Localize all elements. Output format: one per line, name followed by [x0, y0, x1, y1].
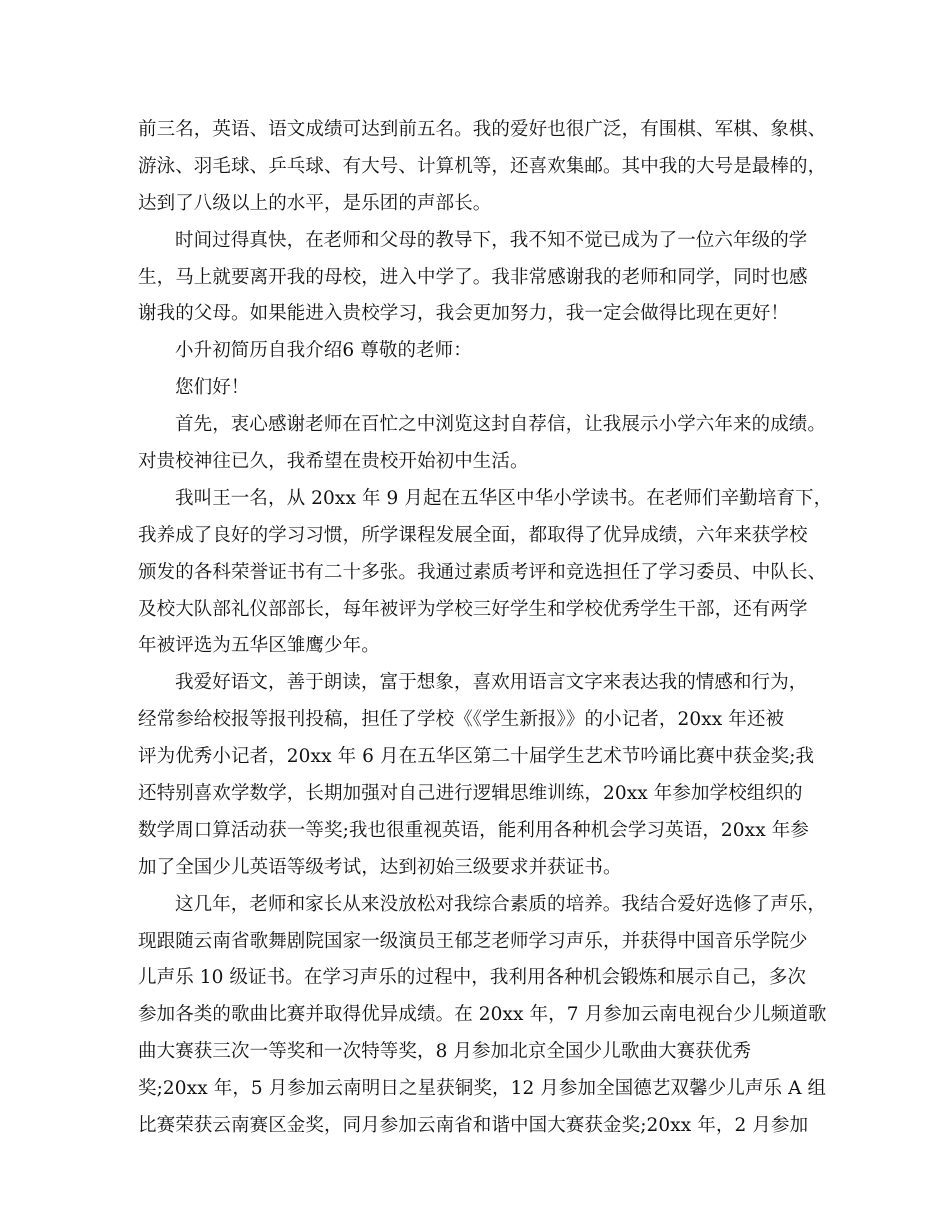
- text-line: 对贵校神往已久，我希望在贵校开始初中生活。: [138, 451, 529, 473]
- text-line: 前三名，英语、语文成绩可达到前五名。我的爱好也很广泛，有围棋、军棋、象棋、: [138, 119, 827, 140]
- text-line: 达到了八级以上的水平，是乐团的声部长。: [138, 192, 492, 214]
- text-line: 经常参给校报等报刊投稿，担任了学校《《学生新报》》的小记者，20xx 年还被: [138, 709, 785, 731]
- document-page: [138, 112, 833, 1145]
- text-line: 还特别喜欢学数学，长期加强对自己进行逻辑思维训练，20xx 年参加学校组织的: [138, 783, 803, 805]
- text-line: 这几年，老师和家长从来没放松对我综合素质的培养。我结合爱好选修了声乐，: [175, 893, 827, 915]
- text-line: 谢我的父母。如果能进入贵校学习，我会更加努力，我一定会做得比现在更好！: [138, 303, 790, 325]
- text-line: 我养成了良好的学习习惯，所学课程发展全面，都取得了优异成绩，六年来获学校: [138, 524, 808, 546]
- text-line: 现跟随云南省歌舞剧院国家一级演员王郁芝老师学习声乐，并获得中国音乐学院少: [138, 930, 808, 952]
- text-line: 儿声乐 10 级证书。在学习声乐的过程中，我利用各种机会锻炼和展示自己，多次: [138, 967, 807, 989]
- text-line: 加了全国少儿英语等级考试，达到初始三级要求并获证书。: [138, 856, 622, 878]
- text-line: 曲大赛获三次一等奖和一次特等奖，8 月参加北京全国少儿歌曲大赛获优秀: [138, 1041, 752, 1063]
- text-line: 年被评选为五华区雏鹰少年。: [138, 635, 380, 657]
- text-line: 游泳、羽毛球、乒乓球、有大号、计算机等，还喜欢集邮。其中我的大号是最棒的，: [138, 155, 827, 177]
- text-line: 生，马上就要离开我的母校，进入中学了。我非常感谢我的老师和同学，同时也感: [138, 266, 808, 288]
- text-line: 颁发的各科荣誉证书有二十多张。我通过素质考评和竞选担任了学习委员、中队长、: [138, 561, 827, 583]
- text-line: 我爱好语文，善于朗读，富于想象，喜欢用语言文字来表达我的情感和行为，: [175, 672, 808, 694]
- text-line: 及校大队部礼仪部部长，每年被评为学校三好学生和学校优秀学生干部，还有两学: [138, 598, 808, 620]
- text-line: 评为优秀小记者，20xx 年 6 月在五华区第二十届学生艺术节吟诵比赛中获金奖;我: [138, 746, 815, 768]
- text-line: 时间过得真快，在老师和父母的教导下，我不知不觉已成为了一位六年级的学: [175, 229, 808, 251]
- text-line: 参加各类的歌曲比赛并取得优异成绩。在 20xx 年，7 月参加云南电视台少儿频道歌: [138, 1004, 827, 1026]
- text-line: 首先，衷心感谢老师在百忙之中浏览这封自荐信，让我展示小学六年来的成绩。: [175, 414, 827, 436]
- section-heading: 小升初简历自我介绍6 尊敬的老师：: [175, 340, 472, 362]
- text-line: 数学周口算活动获一等奖;我也很重视英语，能利用各种机会学习英语，20xx 年参: [138, 819, 809, 841]
- text-line: 我叫王一名，从 20xx 年 9 月起在五华区中华小学读书。在老师们辛勤培育下，: [175, 487, 833, 509]
- greeting: 您们好！: [175, 377, 250, 399]
- text-line: 比赛荣获云南赛区金奖，同月参加云南省和谐中国大赛获金奖;20xx 年，2 月参加: [138, 1115, 809, 1137]
- text-line: 奖;20xx 年，5 月参加云南明日之星获铜奖，12 月参加全国德艺双馨少儿声乐 A 组: [138, 1078, 827, 1100]
